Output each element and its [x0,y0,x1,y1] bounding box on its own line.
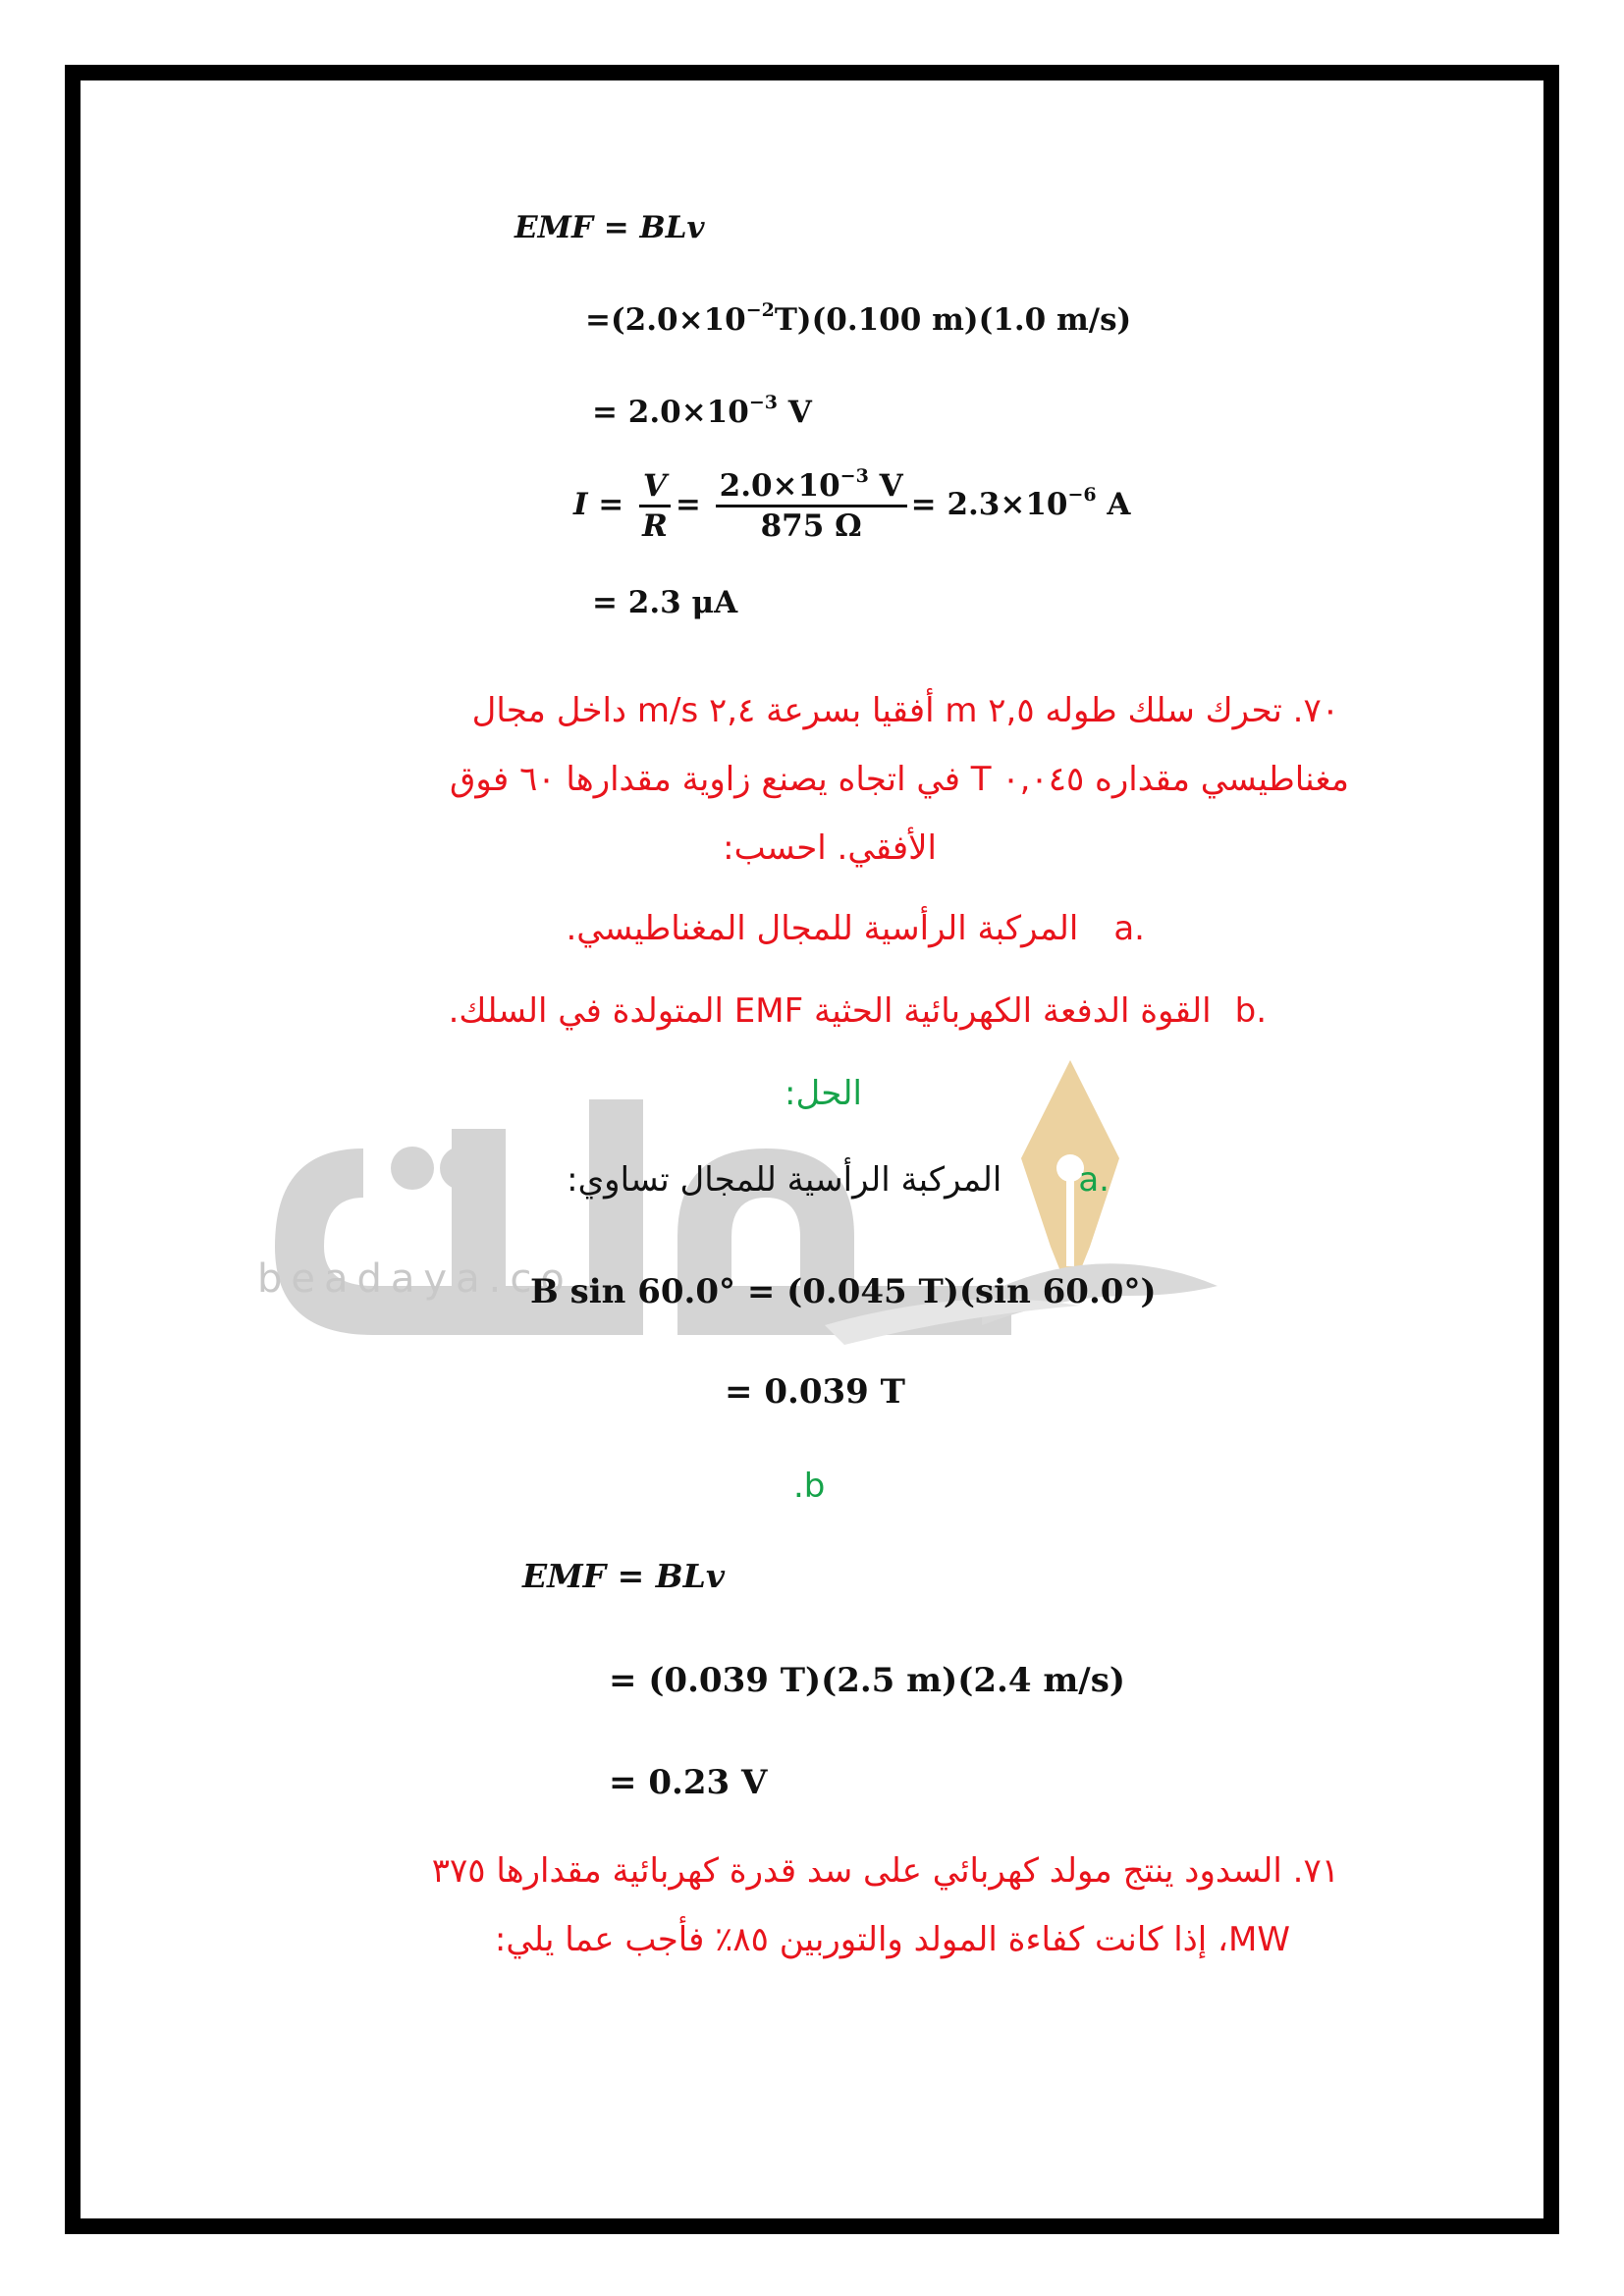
blv-symbol: BLv [639,210,705,245]
question-70-line-2: مغناطيسي مقداره ٠,٠٤٥ T في اتجاه يصنع زاوية مقدارها ٦٠ فوق [450,760,1349,799]
equation-emf-b: EMF = BLv [522,1557,726,1595]
solution-part-b-label: .b [793,1467,826,1506]
equation-emf-substitution: $=(2.0\times 10^{-2}T)(0.100$ m)(1.0 m/s) [585,299,1132,338]
question-71-line-2: MW، إذا كانت كفاءة المولد والتوربين ٨٥٪ فأجب عما يلي: [494,1920,1290,1959]
equation-emf-b-substitution: = (0.039 T)(2.5 m)(2.4 m/s) [609,1661,1125,1700]
solution-part-a: a.المركبة الرأسية للمجال تساوي: [567,1160,1110,1200]
question-71-line-1: ٧١. السدود ينتج مولد كهربائي على سد قدرة كهربائية مقدارها ٣٧٥ [431,1851,1339,1891]
fraction-values: $\frac{2.0\times 10^{-3} V}{875 \Omega}$ [716,469,907,543]
question-70-line-1: ٧٠. تحرك سلك طوله ٢,٥ m أفقيا بسرعة ٢,٤ m/s داخل مجال [471,691,1339,730]
watermark-site-text: beadaya.co [257,1256,573,1302]
equation-emf: EMF = BLv [514,210,705,245]
question-70-line-3: الأفقي. احسب: [723,828,937,868]
equation-current: I = $\frac{V}{R}$ = $\frac{2.0\times 10^{-3} V}{875 \Omega}$ = $2.3\times 10^{-6}$ A [573,465,1131,545]
equation-current-micro: = 2.3 μA [592,585,738,620]
equation-vertical-result: = 0.039 T [725,1372,905,1412]
equation-emf-b-result: = 0.23 V [609,1763,768,1802]
fraction-v-over-r: $\frac{V}{R}$ [638,469,672,543]
emf-symbol: EMF [514,210,593,245]
equation-vertical-component: B sin 60.0° = (0.045 T)(sin 60.0°) [530,1272,1157,1311]
solution-heading: الحل: [785,1074,862,1113]
question-70-part-a: a.المركبة الرأسية للمجال المغناطيسي. [566,909,1145,948]
equation-emf-result: = $2.0\times 10^{-3}$ V [592,392,812,430]
question-70-part-b: b.القوة الدفعة الكهربائية الحثية EMF المتولدة في السلك. [448,991,1267,1031]
